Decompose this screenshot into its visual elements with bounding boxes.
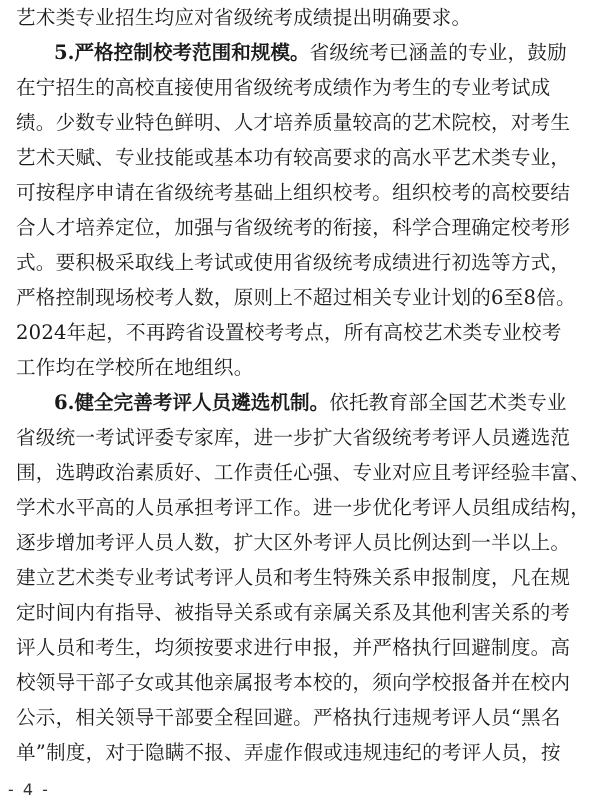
line-text: 2024年起，不再跨省设置校考考点，所有高校艺术类专业校考 [16,321,562,344]
paragraph-line [54,387,567,419]
paragraph-line [16,2,538,34]
paragraph-line [16,492,590,524]
paragraph-line [16,352,538,384]
paragraph-line [16,527,571,559]
paragraph-line [16,737,561,769]
section-heading: 5.严格控制校考范围和规模。 [54,41,310,64]
line-text: 建立艺术类专业考试考评人员和考生特殊关系申报制度，凡在规 [16,566,571,589]
line-text: 依托教育部全国艺术类专业 [329,391,567,414]
line-text: 艺术类专业招生均应对省级统考成绩提出明确要求。 [16,6,472,29]
line-text: 绩。少数专业特色鲜明、人才培养质量较高的艺术院校，对考生 [16,111,571,134]
line-text: 式。要积极采取线上考试或使用省级统考成绩进行初选等方式， [16,251,571,274]
line-text: 省级统一考试评委专家库，进一步扩大省级统考考评人员遴选范 [16,426,571,449]
paragraph-line [16,422,571,454]
line-text: 合人才培养定位，加强与省级统考的衔接，科学合理确定校考形 [16,216,571,239]
line-text: 校领导干部子女或其他亲属报考本校的，须向学校报备并在校内 [16,671,571,694]
line-text: 评人员和考生，均须按要求进行申报，并严格执行回避制度。高 [16,636,571,659]
paragraph-line [16,667,571,699]
paragraph-line [16,142,571,174]
line-text: 单”制度，对于隐瞒不报、弄虚作假或违规违纪的考评人员，按 [16,741,561,764]
paragraph-line [16,632,571,664]
section-heading: 6.健全完善考评人员遴选机制。 [54,391,330,414]
paragraph-line [16,177,571,209]
paragraph-line [16,282,576,314]
line-text: 定时间内有指导、被指导关系或有亲属关系及其他利害关系的考 [16,601,571,624]
paragraph-line [16,212,571,244]
line-text: 严格控制现场校考人数，原则上不超过相关专业计划的6至8倍。 [16,286,576,309]
paragraph-line [16,247,571,279]
line-text: 在宁招生的高校直接使用省级统考成绩作为考生的专业考试成 [16,76,551,99]
line-text: 可按程序申请在省级统考基础上组织校考。组织校考的高校要结 [16,181,571,204]
paragraph-line [16,457,590,489]
line-text: 省级统考已涵盖的专业，鼓励 [309,41,567,64]
paragraph-line [16,107,571,139]
line-text: 艺术天赋、专业技能或基本功有较高要求的高水平艺术类专业， [16,146,571,169]
paragraph-line [16,317,562,349]
page-number: - 4 - [8,780,50,799]
paragraph-line [16,72,551,104]
paragraph-line [16,597,571,629]
line-text: 围，选聘政治素质好、工作责任心强、专业对应且考评经验丰富、 [16,461,590,484]
paragraph-line [16,702,561,734]
line-text: 学术水平高的人员承担考评工作。进一步优化考评人员组成结构， [16,496,590,519]
paragraph-line [16,562,571,594]
paragraph-line [54,37,567,69]
line-text: 逐步增加考评人员人数，扩大区外考评人员比例达到一半以上。 [16,531,571,554]
line-text: 工作均在学校所在地组织。 [16,356,254,379]
line-text: 公示，相关领导干部要全程回避。严格执行违规考评人员“黑名 [16,706,561,729]
